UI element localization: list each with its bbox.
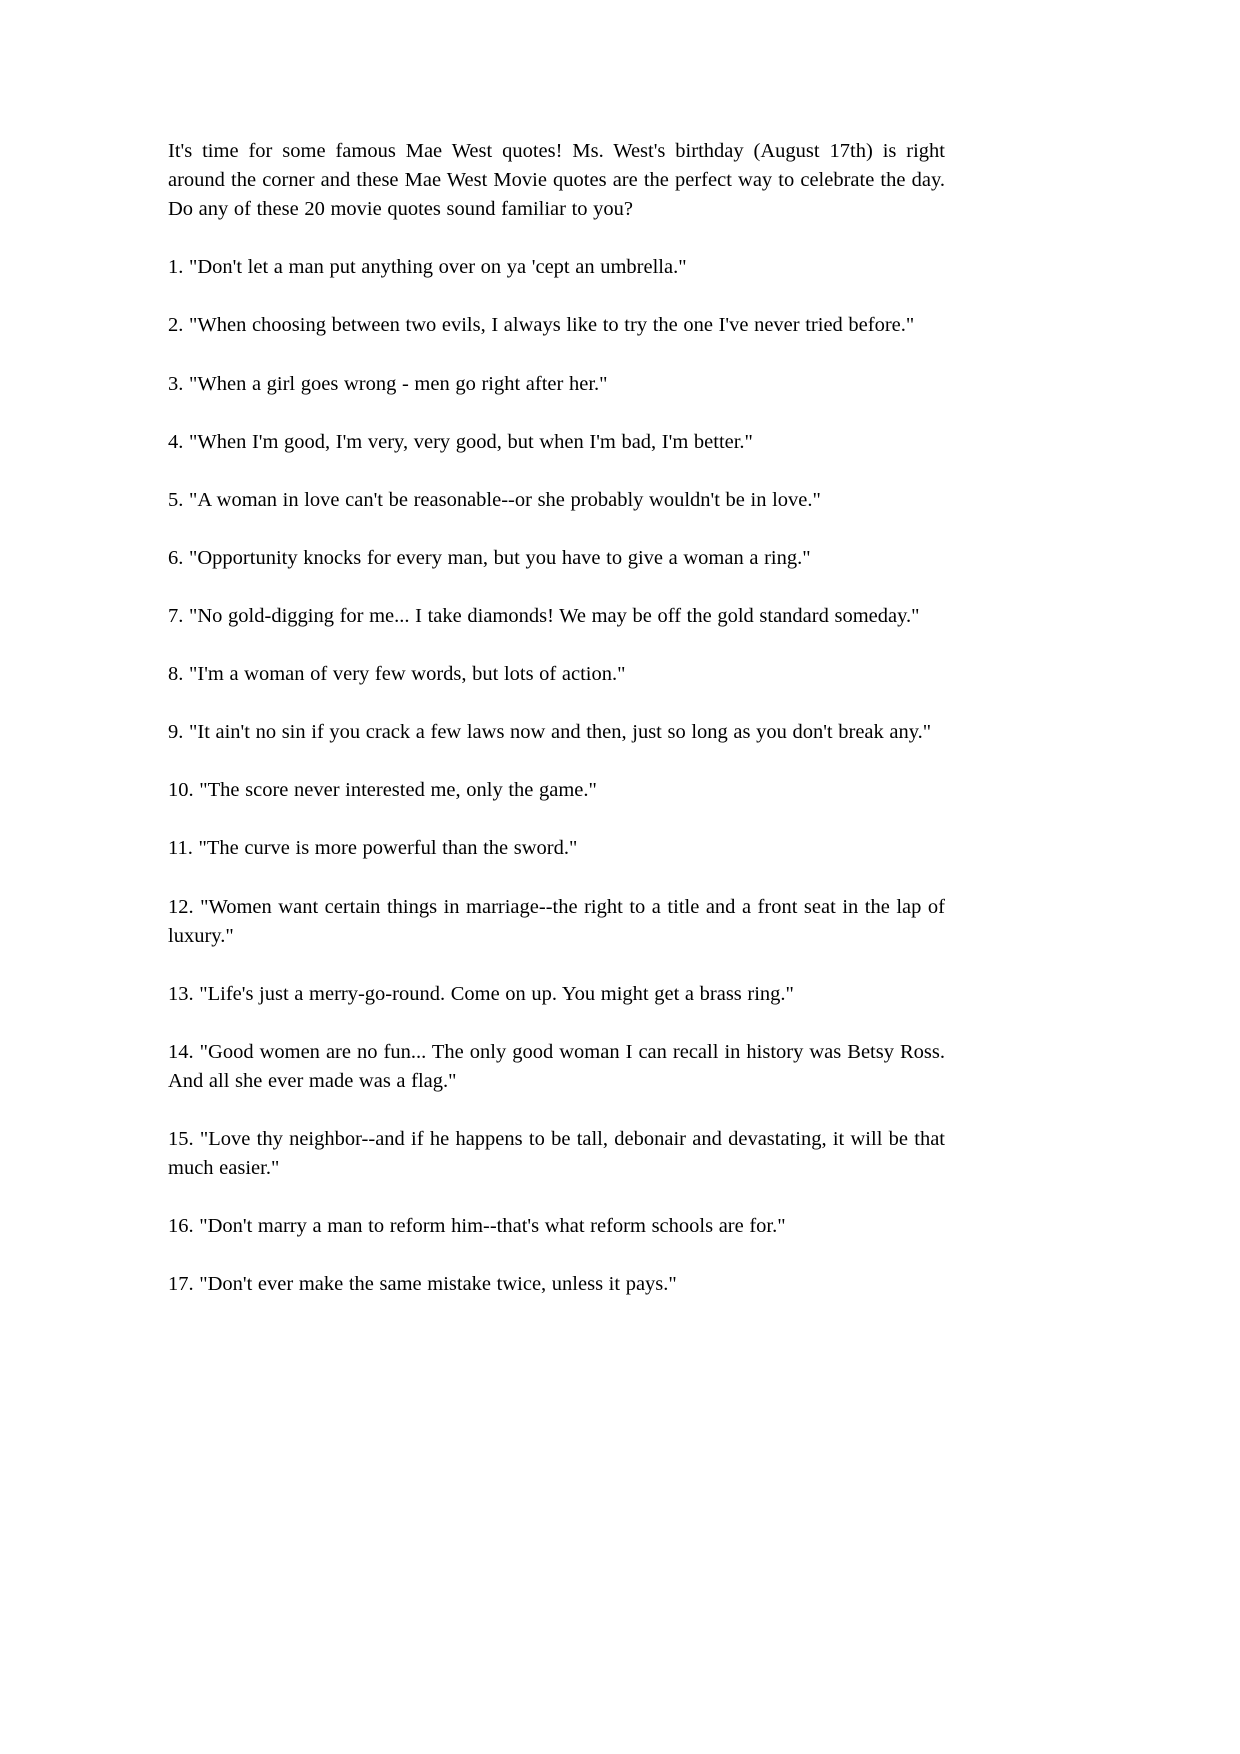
intro-paragraph: It's time for some famous Mae West quotes! Ms. West's birthday (August 17th) is right around the corner and these Mae West Movie quotes are the perfect way to celebrate the day. Do any of these 20 movie quotes sound familiar to you? — [168, 140, 945, 221]
quote-item: 14. "Good women are no fun... The only good woman I can recall in history was Betsy Ross. And all she ever made was a flag." — [168, 1040, 945, 1092]
quote-item: 16. "Don't marry a man to reform him--that's what reform schools are for." — [168, 1215, 786, 1238]
quote-item: 8. "I'm a woman of very few words, but lots of action." — [168, 663, 626, 686]
quote-item: 4. "When I'm good, I'm very, very good, but when I'm bad, I'm better." — [168, 430, 753, 453]
quote-item: 17. "Don't ever make the same mistake twice, unless it pays." — [168, 1273, 677, 1296]
quote-item: 15. "Love thy neighbor--and if he happens to be tall, debonair and devastating, it will be that much easier." — [168, 1128, 945, 1180]
quote-item: 6. "Opportunity knocks for every man, but you have to give a woman a ring." — [168, 546, 811, 569]
quote-item: 9. "It ain't no sin if you crack a few laws now and then, just so long as you don't break any." — [168, 721, 932, 744]
quote-item: 5. "A woman in love can't be reasonable--or she probably wouldn't be in love." — [168, 488, 821, 511]
quote-item: 2. "When choosing between two evils, I always like to try the one I've never tried before." — [168, 314, 915, 337]
quote-item: 12. "Women want certain things in marriage--the right to a title and a front seat in the lap of luxury." — [168, 895, 945, 947]
quote-item: 11. "The curve is more powerful than the sword." — [168, 837, 578, 860]
quote-item: 3. "When a girl goes wrong - men go right after her." — [168, 372, 608, 395]
quote-item: 10. "The score never interested me, only the game." — [168, 779, 597, 802]
quote-item: 1. "Don't let a man put anything over on ya 'cept an umbrella." — [168, 256, 687, 279]
quote-item: 7. "No gold-digging for me... I take diamonds! We may be off the gold standard someday." — [168, 604, 920, 627]
quote-item: 13. "Life's just a merry-go-round. Come on up. You might get a brass ring." — [168, 982, 794, 1005]
